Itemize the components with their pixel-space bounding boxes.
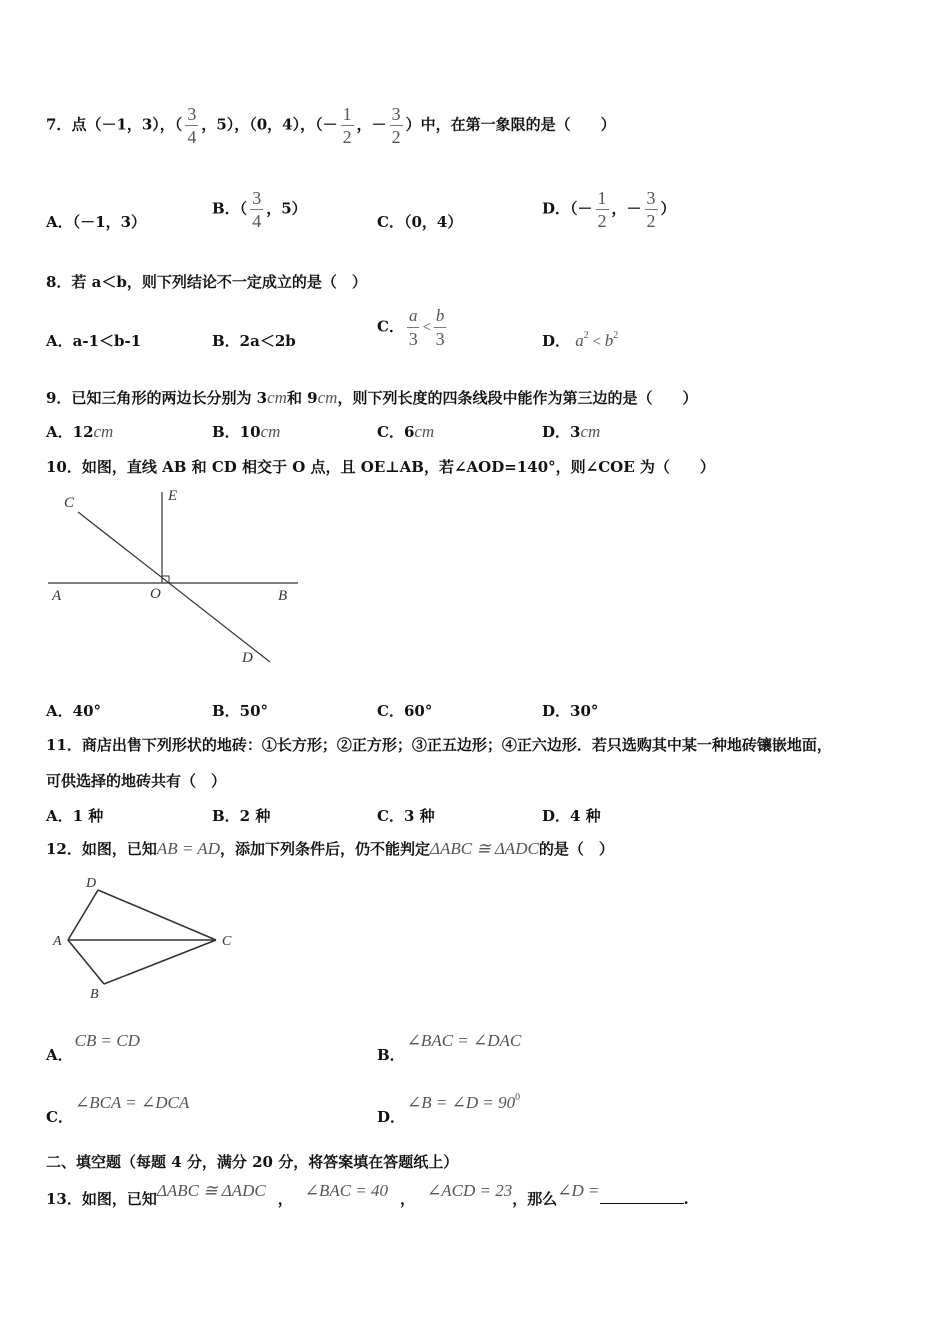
q8-stem: 8．若 a＜b，则下列结论不一定成立的是（ ）	[46, 273, 367, 291]
side-dc	[98, 890, 216, 940]
side-bc	[104, 940, 216, 984]
q7-option-b[interactable]: B．（ $\frac{3}{4}$ ，5）	[212, 188, 307, 231]
q9-option-d[interactable]: D．3cm	[542, 422, 601, 441]
label-a: A	[53, 934, 62, 949]
side-ab	[68, 940, 104, 984]
q7-option-c[interactable]: C．（0，4）	[377, 213, 463, 231]
q8-option-b[interactable]: B．2a＜2b	[212, 332, 296, 350]
q11-option-c[interactable]: C．3 种	[377, 807, 435, 825]
label-c: C	[222, 934, 232, 949]
q12-stem: 12．如图，已知AB = AD，添加下列条件后，仍不能判定ΔABC ≅ ΔADC的是（ ）	[46, 839, 614, 858]
q7-option-d[interactable]: D．（－ $\frac{1}{2}$ ，－ $\frac{3}{2}$ ）	[542, 188, 676, 231]
q13-stem: 13．如图，已知ΔABC ≅ ΔADC ， ∠BAC = 40 ， ∠ACD = 23，那么∠D = .	[46, 1181, 689, 1208]
label-c: C	[64, 495, 75, 511]
q9-option-c[interactable]: C．6cm	[377, 422, 435, 441]
q9-option-b[interactable]: B．10cm	[212, 422, 281, 441]
q12-option-c[interactable]: C．∠BCA = ∠DCA	[46, 1093, 190, 1126]
q11-option-b[interactable]: B．2 种	[212, 807, 271, 825]
section-2-title: 二、填空题（每题 4 分，满分 20 分，将答案填在答题纸上）	[46, 1153, 459, 1171]
label-b: B	[90, 987, 99, 1002]
q11-option-a[interactable]: A．1 种	[46, 807, 104, 825]
label-b: B	[278, 588, 288, 604]
label-d: D	[86, 876, 97, 891]
q8-option-a[interactable]: A．a-1＜b-1	[46, 332, 142, 350]
side-ad	[68, 890, 98, 940]
q8-option-c[interactable]: C． $\frac{a}{3}$ < $\frac{b}{3}$	[377, 306, 445, 349]
q11-stem-line1: 11．商店出售下列形状的地砖：①长方形；②正方形；③正五边形；④正六边形．若只选购其中某一种地砖镶嵌地面，	[46, 736, 832, 754]
q10-figure	[40, 482, 310, 672]
q11-stem-line2: 可供选择的地砖共有（ ）	[46, 772, 227, 790]
fraction: $\frac{1}{2}$	[342, 104, 352, 147]
q12-figure	[48, 872, 248, 1007]
q8-option-d[interactable]: D． $a^2 < b^2$	[542, 330, 619, 350]
q9-stem: 9．已知三角形的两边长分别为 3cm和 9cm，则下列长度的四条线段中能作为第三边的是（ ）	[46, 388, 698, 407]
q10-option-b[interactable]: B．50°	[212, 702, 269, 720]
label-d: D	[242, 650, 253, 666]
q7-stem: 7．点（－1，3），（ $\frac{3}{4}$ ，5），（0，4），（－ $\frac{1}{2}$ ，－ $\frac{3}{2}$ ）中，在第一象限的是（ ）	[46, 104, 616, 147]
q12-option-d[interactable]: D．∠B = ∠D = $90^0$	[377, 1092, 521, 1126]
q12-option-b[interactable]: B．∠BAC = ∠DAC	[377, 1031, 522, 1064]
line-cd	[78, 512, 270, 662]
q9-option-a[interactable]: A．12cm	[46, 422, 114, 441]
answer-blank[interactable]	[600, 1189, 684, 1204]
q10-option-d[interactable]: D．30°	[542, 702, 599, 720]
label-o: O	[150, 586, 161, 602]
q10-stem: 10．如图，直线 AB 和 CD 相交于 O 点，且 OE⊥AB，若∠AOD=140°，则∠COE 为（ ）	[46, 458, 715, 476]
label-e: E	[168, 488, 178, 504]
q7-number: 7．	[46, 115, 72, 134]
q10-option-a[interactable]: A．40°	[46, 702, 102, 720]
q11-option-d[interactable]: D．4 种	[542, 807, 601, 825]
label-a: A	[52, 588, 62, 604]
q10-option-c[interactable]: C．60°	[377, 702, 433, 720]
fraction: $\frac{3}{4}$	[187, 104, 197, 147]
q12-option-a[interactable]: A．CB = CD	[46, 1031, 140, 1064]
q7-option-a[interactable]: A．（－1，3）	[46, 213, 147, 231]
fraction: $\frac{3}{2}$	[391, 104, 401, 147]
